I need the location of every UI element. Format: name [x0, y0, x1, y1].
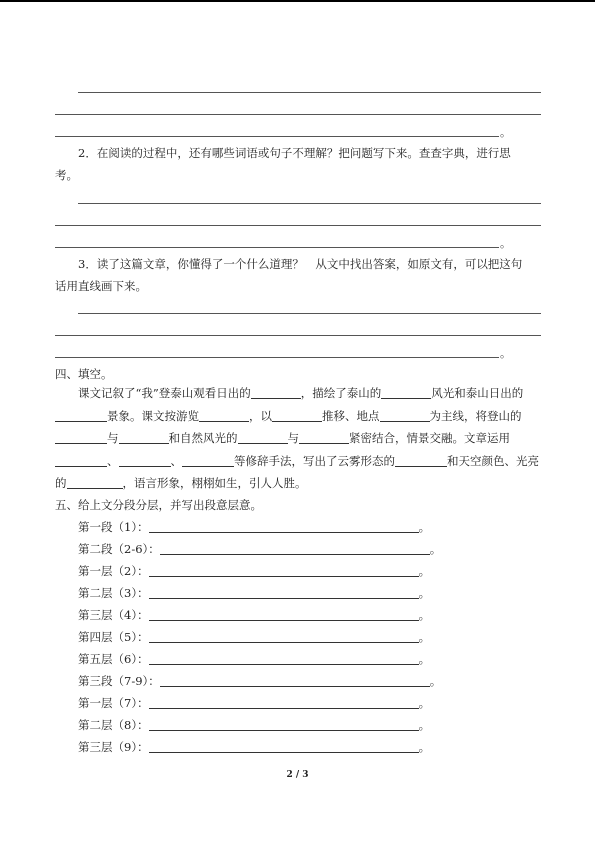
period-mark: 。 [418, 652, 431, 666]
question-3-text-cont: 话用直线画下来。 [55, 279, 147, 293]
fill-text: 风光和泰山日出的 [431, 386, 524, 400]
answer-line[interactable] [55, 357, 499, 358]
outline-label: 第二层（3）： [78, 586, 149, 600]
outline-row [78, 629, 430, 645]
period-mark: 。 [418, 630, 431, 644]
period-mark: 。 [418, 608, 431, 622]
fill-text: 、 [107, 453, 119, 468]
answer-line[interactable] [78, 203, 541, 204]
section-5-heading: 五、给上文分段分层，并写出段意层意。 [55, 498, 262, 512]
fill-text: 紧密结合，情景交融。文章运用 [349, 431, 510, 445]
outline-row [78, 695, 430, 711]
fill-blank[interactable] [119, 454, 171, 467]
outline-row [78, 651, 430, 667]
outline-label: 第二层（8）： [78, 718, 149, 732]
outline-answer-line[interactable] [149, 740, 419, 753]
answer-line[interactable] [55, 247, 499, 248]
question-3-text: 3．读了这篇文章，你懂得了一个什么道理？ 从文中找出答案，如原文有，可以把这句 [78, 257, 523, 271]
outline-label: 第三段（7-9）： [78, 674, 160, 688]
period-mark: 。 [418, 564, 431, 578]
fill-in-paragraph [55, 382, 542, 495]
fill-text: 与 [107, 431, 119, 445]
outline-answer-line[interactable] [149, 696, 419, 709]
fill-text: 为主线，将登山的 [429, 408, 522, 423]
fill-blank[interactable] [272, 409, 322, 422]
fill-text: 和自然风光的 [168, 431, 238, 445]
answer-line[interactable] [55, 225, 541, 226]
fill-blank[interactable] [55, 454, 107, 467]
fill-text: 推移、地点 [322, 408, 380, 423]
outline-answer-line[interactable] [160, 542, 430, 555]
fill-blank[interactable] [119, 431, 169, 444]
fill-blank[interactable] [380, 409, 430, 422]
outline-row [78, 739, 430, 755]
question-2-text: 2．在阅读的过程中，还有哪些词语或句子不理解？把问题写下来。查查字典，进行思 [78, 146, 511, 160]
period-mark: 。 [418, 696, 431, 710]
outline-label: 第一层（7）： [78, 696, 149, 710]
period-mark: 。 [429, 542, 442, 556]
fill-text: 与 [287, 431, 299, 445]
outline-answer-line[interactable] [149, 630, 419, 643]
fill-text: 等修辞手法，写出了云雾形态的 [234, 453, 395, 468]
fill-text: 景象。课文按游览 [107, 408, 199, 423]
outline-row [78, 563, 430, 579]
period-mark: 。 [500, 347, 511, 360]
period-mark: 。 [500, 237, 511, 250]
fill-text: 和天空颜色、光亮的 [55, 453, 539, 490]
period-mark: 。 [418, 520, 431, 534]
outline-label: 第二段（2-6）： [78, 542, 160, 556]
answer-line[interactable] [55, 136, 499, 137]
fill-blank[interactable] [238, 431, 288, 444]
period-mark: 。 [418, 586, 431, 600]
outline-row [78, 519, 430, 535]
fill-blank[interactable] [182, 454, 234, 467]
outline-row [78, 585, 430, 601]
fill-blank[interactable] [299, 431, 349, 444]
outline-label: 第一段（1）： [78, 520, 149, 534]
fill-text: 课文记叙了“我”登泰山观看日出的 [78, 386, 251, 400]
outline-answer-line[interactable] [149, 564, 419, 577]
outline-label: 第五层（6）： [78, 652, 149, 666]
fill-blank[interactable] [199, 409, 249, 422]
period-mark: 。 [418, 718, 431, 732]
fill-blank[interactable] [381, 386, 431, 399]
fill-blank[interactable] [67, 476, 123, 489]
fill-blank[interactable] [55, 409, 107, 422]
outline-answer-line[interactable] [149, 652, 419, 665]
outline-answer-line[interactable] [149, 718, 419, 731]
outline-label: 第四层（5）： [78, 630, 149, 644]
answer-line[interactable] [55, 114, 541, 115]
outline-row [78, 541, 441, 557]
outline-row [78, 717, 430, 733]
question-2-text-cont: 考。 [55, 168, 78, 182]
fill-text: ，以 [249, 408, 272, 423]
fill-text: ，语言形象，栩栩如生，引人人胜。 [122, 476, 307, 490]
outline-answer-line[interactable] [160, 674, 430, 687]
fill-text: ，描绘了泰山的 [300, 386, 382, 400]
page-top-border [0, 0, 595, 2]
section-4-heading: 四、填空。 [55, 367, 113, 381]
outline-answer-line[interactable] [149, 586, 419, 599]
outline-answer-line[interactable] [149, 608, 419, 621]
outline-answer-line[interactable] [149, 520, 419, 533]
answer-line[interactable] [78, 313, 541, 314]
period-mark: 。 [418, 740, 431, 754]
period-mark: 。 [429, 674, 442, 688]
outline-row [78, 673, 441, 689]
fill-blank[interactable] [55, 431, 107, 444]
fill-text: 、 [170, 453, 182, 468]
answer-line[interactable] [55, 335, 541, 336]
period-mark: 。 [500, 126, 511, 139]
outline-label: 第三层（9）： [78, 740, 149, 754]
answer-line[interactable] [78, 92, 541, 93]
fill-blank[interactable] [395, 454, 447, 467]
outline-label: 第一层（2）： [78, 564, 149, 578]
outline-row [78, 607, 430, 623]
fill-blank[interactable] [251, 386, 301, 399]
outline-label: 第三层（4）： [78, 608, 149, 622]
page-number: 2 / 3 [286, 770, 309, 780]
